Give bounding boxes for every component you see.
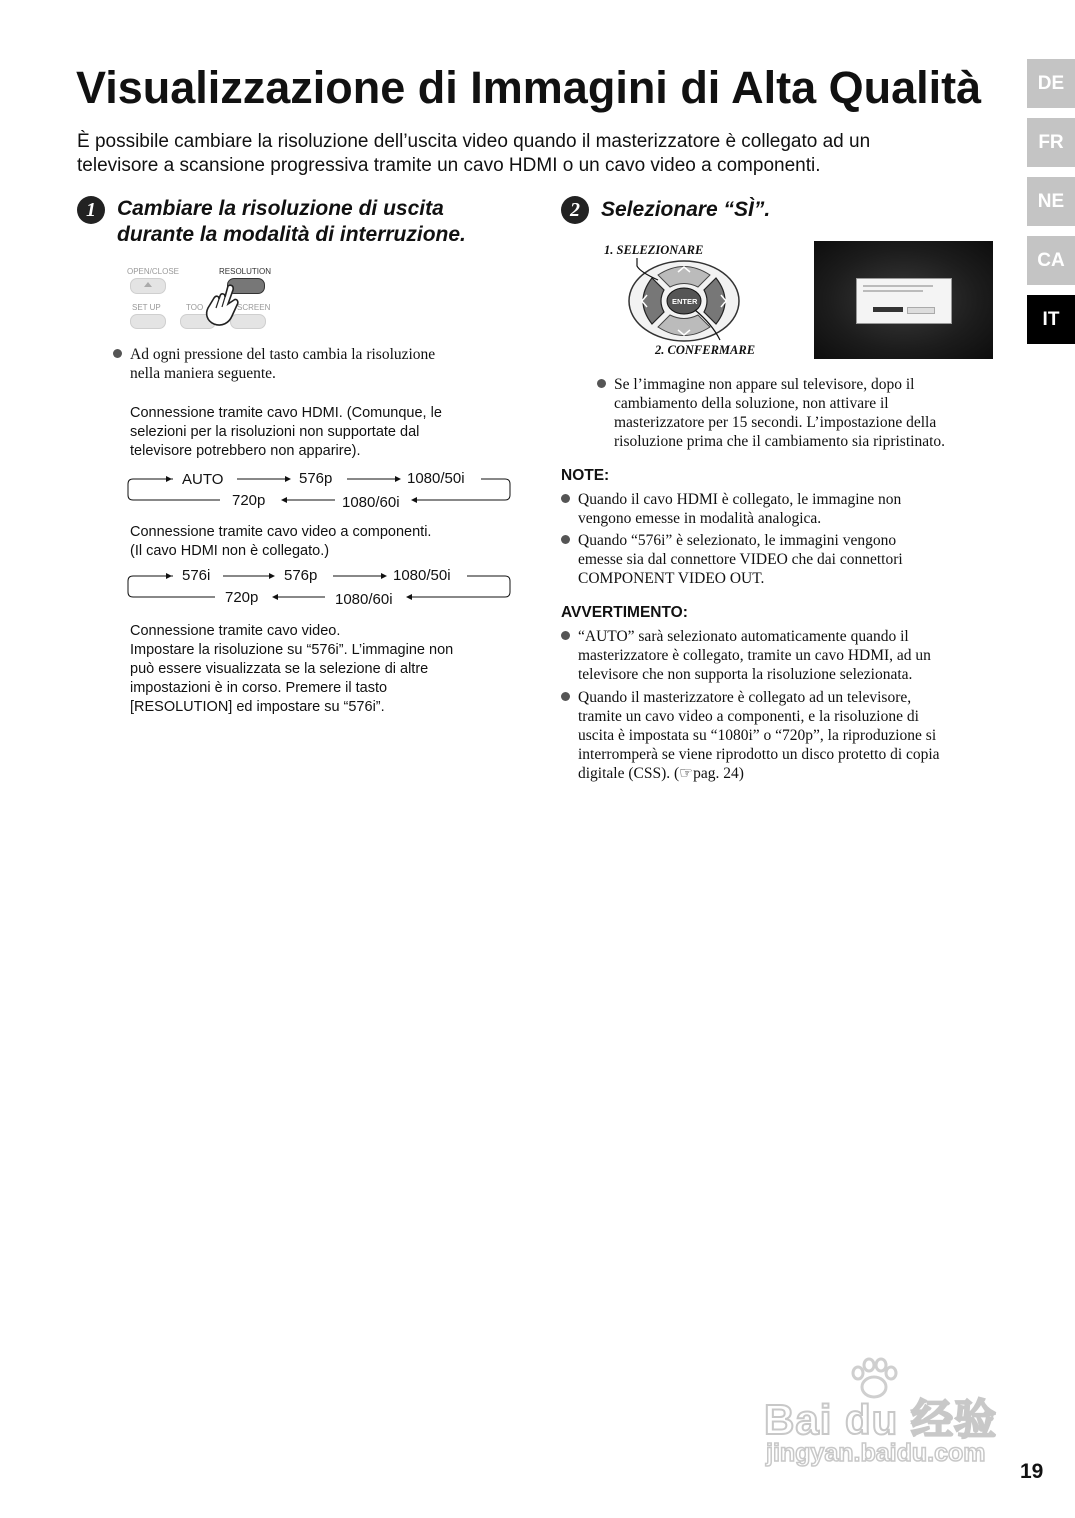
intro-paragraph	[77, 130, 997, 178]
flow-576i: 576i	[182, 567, 211, 584]
video-line: Impostare la risoluzione su “576i”. L’immagine non	[130, 642, 454, 658]
step-2-heading: Selezionare “SÌ”.	[601, 198, 771, 221]
video-line: [RESOLUTION] ed impostare su “576i”.	[130, 699, 385, 715]
pointing-hand-icon	[198, 282, 248, 332]
bullet-line: Ad ogni pressione del tasto cambia la risoluzione	[130, 346, 436, 363]
page-number: 19	[1020, 1460, 1044, 1483]
component-connection-text	[130, 523, 431, 561]
warning-line: uscita è impostata su “1080i” o “720p”, la riproduzione si	[578, 727, 937, 744]
baidu-watermark	[764, 1357, 1014, 1477]
warning-item-2	[578, 688, 940, 783]
setup-label: SET UP	[132, 303, 161, 312]
flow-1080-60i: 1080/60i	[335, 591, 393, 608]
bullet-line: cambiamento della soluzione, non attivare il	[614, 395, 889, 412]
nav-pad-graphic	[600, 240, 800, 365]
watermark-url: jingyan.baidu.com	[766, 1439, 986, 1467]
video-line: Connessione tramite cavo video.	[130, 623, 341, 639]
tab-de[interactable]: DE	[1027, 59, 1075, 108]
bullet-line: nella maniera seguente.	[130, 365, 276, 382]
tool-label: TOO	[186, 303, 204, 312]
tv-dialog	[856, 278, 952, 324]
tv-dialog-no	[907, 307, 935, 314]
warning-line: masterizzatore è collegato, tramite un cavo HDMI, ad un	[578, 647, 931, 664]
warning-line: tramite un cavo video a componenti, e la risoluzione di	[578, 708, 919, 725]
step-1-heading-line: durante la modalità di interruzione.	[117, 223, 466, 246]
hdmi-line: selezioni per la risoluzioni non supportate dal	[130, 424, 420, 440]
enter-button-label[interactable]: ENTER	[672, 297, 698, 306]
tab-fr[interactable]: FR	[1027, 118, 1075, 167]
component-resolution-cycle	[125, 565, 515, 609]
note-line: Quando “576i” è selezionato, le immagini vengono	[578, 532, 897, 549]
note-line: emesse sia dal connettore VIDEO che dai connettori	[578, 551, 903, 568]
tv-dialog-yes	[873, 307, 903, 312]
step-1-number: 1	[77, 196, 105, 224]
bullet-dot	[561, 631, 570, 640]
bullet-dot	[561, 692, 570, 701]
video-connection-text	[130, 622, 453, 717]
hdmi-line: televisore potrebbero non apparire).	[130, 443, 361, 459]
warning-line: “AUTO” sarà selezionato automaticamente quando il	[578, 628, 909, 645]
open-close-button[interactable]	[130, 278, 166, 294]
warning-line: interromperà se viene riprodotto un disco protetto di copia	[578, 746, 940, 763]
resolution-label: RESOLUTION	[219, 267, 272, 276]
note-line: COMPONENT VIDEO OUT.	[578, 570, 765, 587]
step-2-number: 2	[561, 196, 589, 224]
bullet-line: Se l’immagine non appare sul televisore, dopo il	[614, 376, 915, 393]
bullet-line: masterizzatore per 15 secondi. L’impostazione della	[614, 414, 937, 431]
bullet-line: risoluzione prima che il cambiamento sia ripristinato.	[614, 433, 946, 450]
flow-576p: 576p	[299, 470, 333, 487]
step-1-heading	[117, 196, 466, 248]
screen-label: SCREEN	[237, 303, 271, 312]
hdmi-resolution-cycle	[125, 468, 515, 512]
flow-1080-60i: 1080/60i	[342, 494, 400, 511]
select-label: 1. SELEZIONARE	[604, 243, 704, 257]
component-line: Connessione tramite cavo video a componenti.	[130, 524, 432, 540]
warning-line: televisore che non supporta la risoluzione selezionata.	[578, 666, 913, 683]
flow-auto: AUTO	[182, 471, 224, 488]
nav-pad-illustration	[600, 240, 800, 365]
tv-dialog-text	[863, 285, 933, 287]
flow-1080-50i: 1080/50i	[393, 567, 451, 584]
intro-line: È possibile cambiare la risoluzione dell’uscita video quando il masterizzatore è collegato ad un	[77, 131, 871, 152]
tab-ca[interactable]: CA	[1027, 236, 1075, 285]
video-line: può essere visualizzata se la selezione di altre	[130, 661, 429, 677]
note-line: Quando il cavo HDMI è collegato, le immagine non	[578, 491, 902, 508]
step-1-heading-line: Cambiare la risoluzione di uscita	[117, 197, 444, 220]
flow-720p: 720p	[232, 492, 266, 509]
watermark-logo-text: Bai du 经验	[764, 1396, 998, 1443]
warning-heading: AVVERTIMENTO:	[561, 604, 688, 621]
note-item-2	[578, 531, 903, 588]
tab-it[interactable]: IT	[1027, 295, 1075, 344]
note-item-1	[578, 490, 901, 528]
bullet-dot	[561, 494, 570, 503]
bullet-dot	[561, 535, 570, 544]
page-title: Visualizzazione di Immagini di Alta Qualità	[76, 62, 982, 113]
setup-button[interactable]	[130, 314, 166, 329]
tv-dialog-text	[863, 290, 923, 292]
component-line: (Il cavo HDMI non è collegato.)	[130, 543, 330, 559]
flow-576p: 576p	[284, 567, 318, 584]
note-heading: NOTE:	[561, 467, 610, 484]
flow-720p: 720p	[225, 589, 259, 606]
step-1-bullet	[130, 345, 435, 383]
video-line: impostazioni è in corso. Premere il tasto	[130, 680, 388, 696]
bullet-dot	[113, 349, 122, 358]
hdmi-connection-text	[130, 404, 442, 461]
hdmi-line: Connessione tramite cavo HDMI. (Comunque, le	[130, 405, 442, 421]
tv-screen-image	[814, 241, 993, 359]
bullet-dot	[597, 379, 606, 388]
confirm-label: 2. CONFERMARE	[655, 343, 756, 357]
intro-line: televisore a scansione progressiva tramite un cavo HDMI o un cavo video a componenti.	[77, 155, 821, 176]
warning-line: digitale (CSS). (☞pag. 24)	[578, 765, 744, 782]
eject-icon	[144, 282, 152, 287]
open-close-label: OPEN/CLOSE	[127, 267, 180, 276]
warning-item-1	[578, 627, 931, 684]
step-2-bullet	[614, 375, 945, 451]
note-line: vengono emesse in modalità analogica.	[578, 510, 822, 527]
remote-illustration	[120, 264, 280, 334]
tab-ne[interactable]: NE	[1027, 177, 1075, 226]
warning-line: Quando il masterizzatore è collegato ad un televisore,	[578, 689, 912, 706]
flow-1080-50i: 1080/50i	[407, 470, 465, 487]
